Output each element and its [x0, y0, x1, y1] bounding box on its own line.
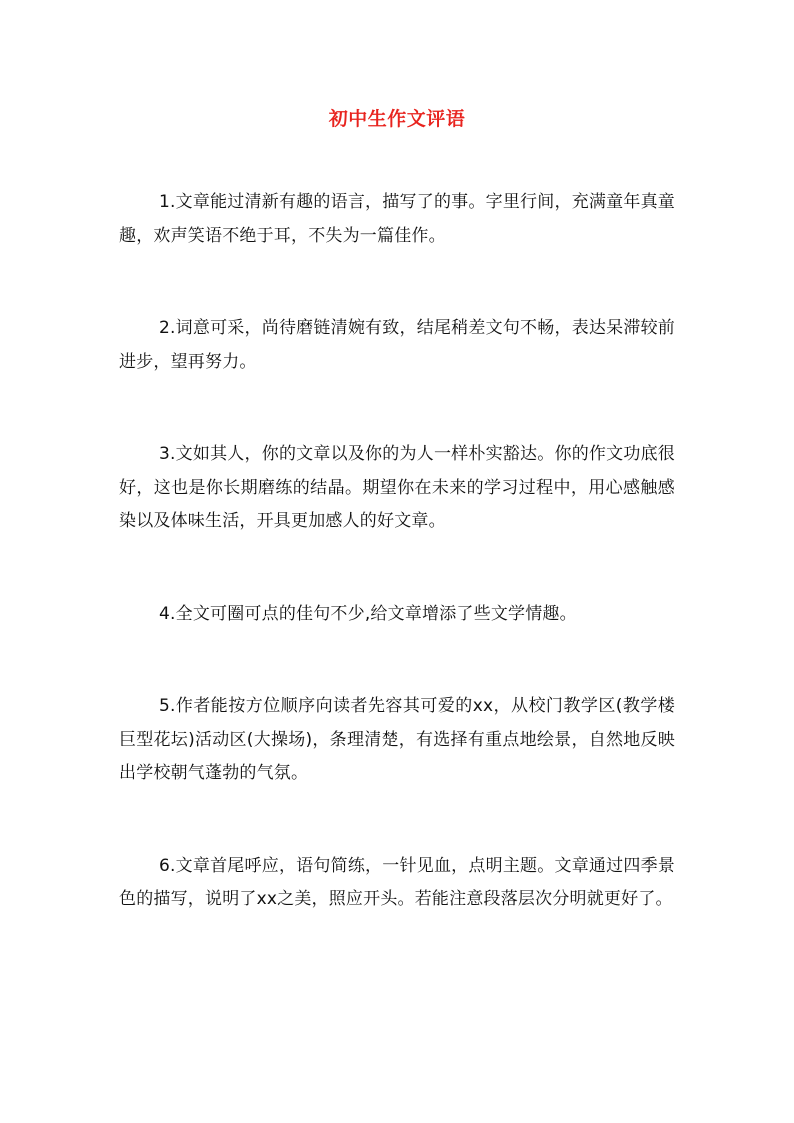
comment-paragraph-2: 2.词意可采，尚待磨链清婉有致，结尾稍差文句不畅，表达呆滞较前进步，望再努力。 [119, 318, 675, 372]
comment-paragraph-4: 4.全文可圈可点的佳句不少,给文章增添了些文学情趣。 [159, 603, 577, 624]
comment-paragraph-1: 1.文章能过清新有趣的语言，描写了的事。字里行间，充满童年真童趣，欢声笑语不绝于耳，不失为一篇佳作。 [119, 192, 675, 246]
document-title: 初中生作文评语 [328, 108, 466, 130]
comment-paragraph-3: 3.文如其人，你的文章以及你的为人一样朴实豁达。你的作文功底很好，这也是你长期磨练的结晶。期望你在未来的学习过程中，用心感触感染以及体味生活，开具更加感人的好文章。 [119, 444, 675, 531]
comment-paragraph-5: 5.作者能按方位顺序向读者先容其可爱的xx，从校门教学区(教学楼巨型花坛)活动区(大操场)，条理清楚，有选择有重点地绘景，自然地反映出学校朝气蓬勃的气氛。 [119, 696, 675, 783]
document-body [119, 186, 675, 976]
comment-paragraph-6: 6.文章首尾呼应，语句简练，一针见血，点明主题。文章通过四季景色的描写，说明了xx之美，照应开头。若能注意段落层次分明就更好了。 [119, 855, 675, 909]
